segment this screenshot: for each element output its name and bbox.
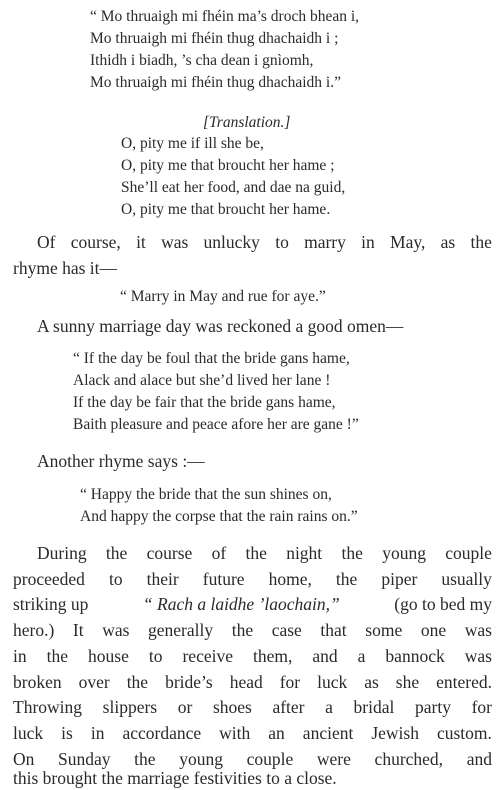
paragraph-line: broken over the bride’s head for luck as she entered. [13,672,492,692]
may-rhyme: “ Marry in May and rue for aye.” [120,288,326,305]
paragraph-line: hero.) It was generally the case that some one was [13,620,492,640]
translation-heading: [Translation.] [203,114,291,131]
paragraph-line: striking up “ Rach a laidhe ’laochain,” (go to bed my [13,594,492,614]
translation-verse-line: She’ll eat her food, and dae na guid, [121,179,346,196]
gaelic-verse-line: Ithidh i biadh, ’s cha dean i gnìomh, [90,52,314,69]
paragraph-line: Throwing slippers or shoes after a bridal party for [13,697,492,717]
paragraph-line: this brought the marriage festivities to a close. [13,768,337,788]
bride-verse-line: “ If the day be foul that the bride gans hame, [73,350,350,367]
sun-verse-line: And happy the corpse that the rain rains on.” [80,508,358,525]
paragraph-line: Of course, it was unlucky to marry in May, as the [37,232,492,252]
paragraph-line: luck is in accordance with an ancient Jewish custom. [13,723,492,743]
translation-verse-line: O, pity me that broucht her hame. [121,201,331,218]
translation-verse-line: O, pity me if ill she be, [121,135,264,152]
gaelic-tune-name: “ Rach a laidhe ’laochain,” [142,594,340,614]
bride-verse-line: Baith pleasure and peace afore her are gane !” [73,416,359,433]
gaelic-verse-line: “ Mo thruaigh mi fhéin ma’s droch bhean i, [90,8,360,25]
gaelic-verse-line: Mo thruaigh mi fhéin thug dhachaidh i ; [90,30,339,47]
sun-verse-line: “ Happy the bride that the sun shines on, [80,486,332,503]
bride-verse-line: Alack and alace but she’d lived her lane ! [73,372,331,389]
paragraph-line: A sunny marriage day was reckoned a good omen— [37,316,404,336]
paragraph-line: proceeded to their future home, the piper usually [13,569,492,589]
translation-verse-line: O, pity me that broucht her hame ; [121,157,335,174]
paragraph-line: On Sunday the young couple were churched, and [13,749,492,769]
paragraph-line: During the course of the night the young couple [37,543,492,563]
paragraph-line: rhyme has it— [13,258,118,278]
paragraph-line: in the house to receive them, and a bannock was [13,646,492,666]
bride-verse-line: If the day be fair that the bride gans hame, [73,394,336,411]
paragraph-line: Another rhyme says :— [37,451,205,471]
gaelic-verse-line: Mo thruaigh mi fhéin thug dhachaidh i.” [90,74,341,91]
